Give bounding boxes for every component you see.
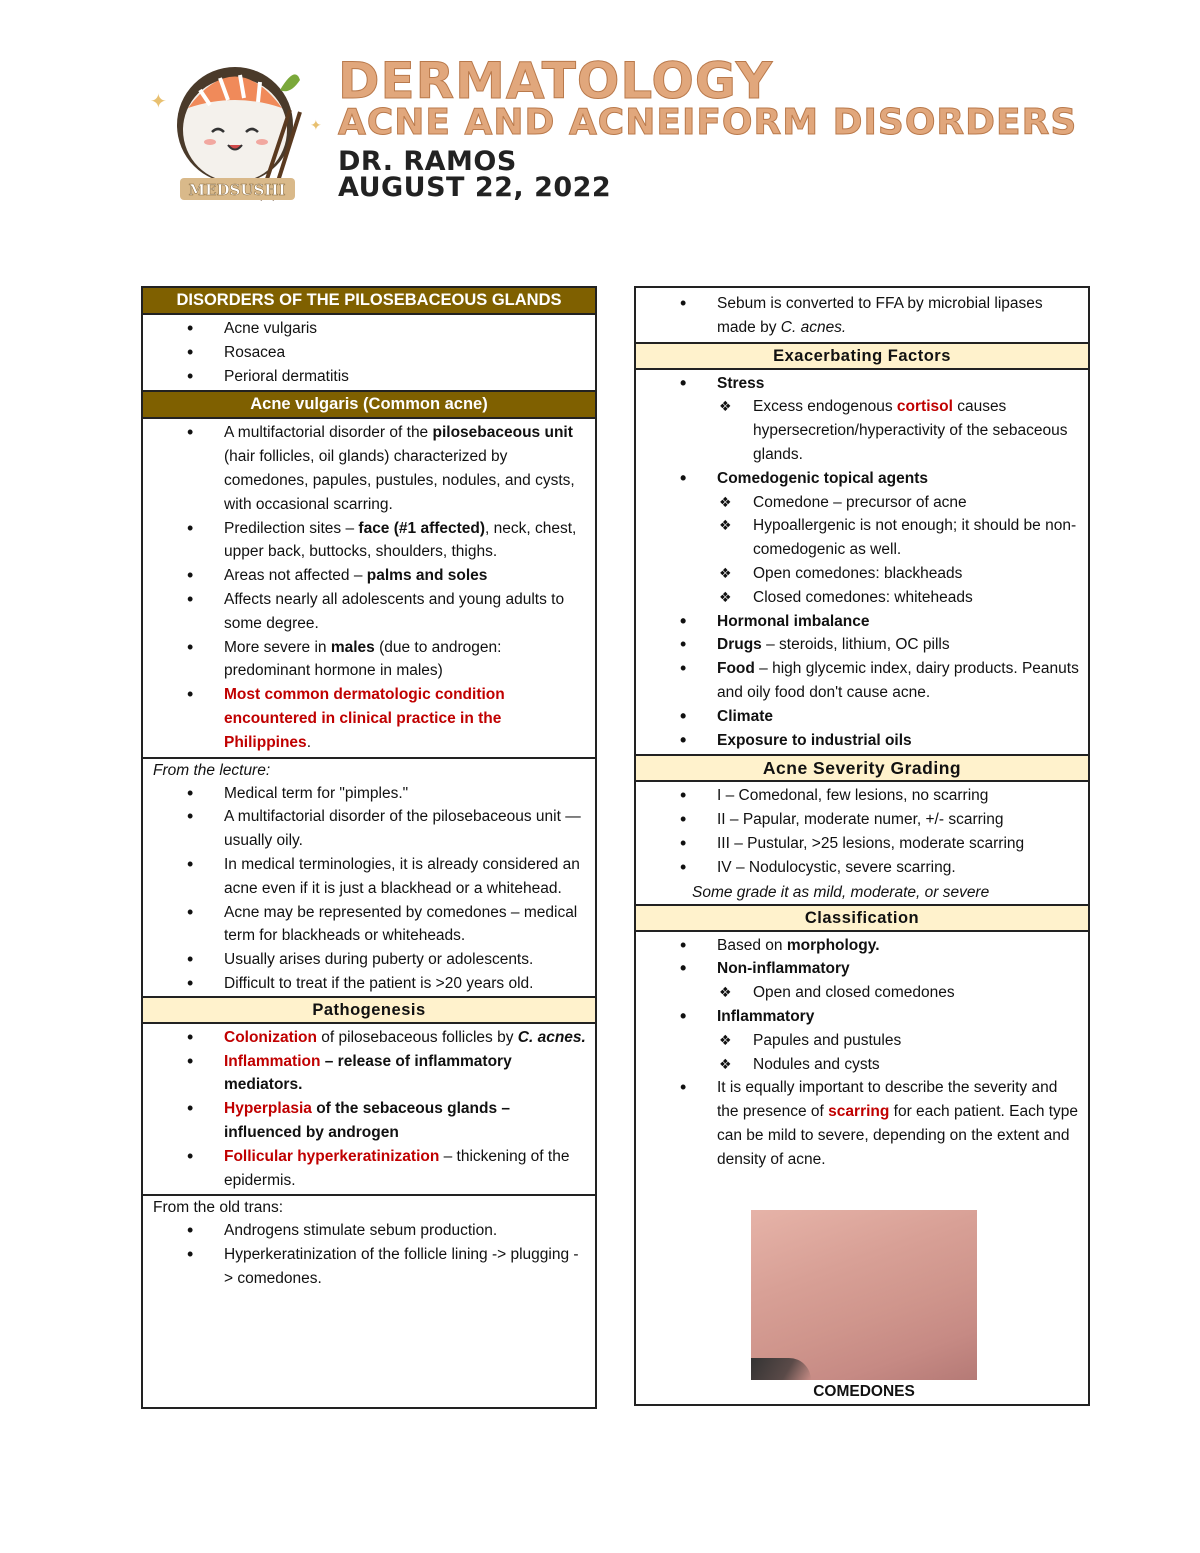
acne-vulgaris-list (143, 419, 595, 756)
sub-list-item: ❖ Open comedones: blackheads (636, 562, 1088, 586)
list-item: • III – Pustular, >25 lesions, moderate scarring (636, 832, 1088, 856)
list-item: • Hyperplasia of the sebaceous glands – influenced by androgen (143, 1097, 595, 1145)
sushi-mascot-icon (140, 50, 325, 210)
list-item: • Stress (636, 372, 1088, 396)
sub-list-item: ❖ Open and closed comedones (636, 981, 1088, 1005)
old-trans-list (143, 1219, 595, 1290)
old-trans-label: From the old trans: (153, 1199, 284, 1217)
list-item: • Hormonal imbalance (636, 610, 1088, 634)
sub-list-item: ❖ Nodules and cysts (636, 1053, 1088, 1077)
list-item: • Food – high glycemic index, dairy products. Peanuts and oily food don't cause acne. (636, 657, 1088, 705)
list-item: • I – Comedonal, few lesions, no scarring (636, 784, 1088, 808)
subject-title: DERMATOLOGY (338, 52, 774, 110)
sub-list-item: ❖ Excess endogenous cortisol causes hypersecretion/hyperactivity of the sebaceous glands. (636, 395, 1088, 466)
lecture-note-label: From the lecture: (153, 761, 271, 779)
list-item: • Most common dermatologic condition encountered in clinical practice in the Philippines. (143, 683, 595, 754)
sub-list-item: ❖ Hypoallergenic is not enough; it should be non-comedogenic as well. (636, 514, 1088, 562)
acne-vulgaris-header: Acne vulgaris (Common acne) (143, 390, 595, 419)
list-item: • A multifactorial disorder of the pilosebaceous unit — usually oily. (143, 805, 595, 853)
medsushi-logo (140, 50, 325, 210)
exacerbating-factors-list (636, 370, 1088, 755)
list-item: • II – Papular, moderate numer, +/- scarring (636, 808, 1088, 832)
list-item: • Inflammation – release of inflammatory mediators. (143, 1050, 595, 1098)
classification-header: Classification (636, 904, 1088, 932)
severity-grading-list (636, 782, 1088, 881)
list-item: • Medical term for "pimples." (143, 782, 595, 806)
grading-note: Some grade it as mild, moderate, or severe (692, 883, 990, 901)
list-item: • Acne may be represented by comedones – medical term for blackheads or whiteheads. (143, 901, 595, 949)
list-item: • Usually arises during puberty or adolescents. (143, 948, 595, 972)
list-item: • Acne vulgaris (143, 317, 595, 341)
list-item: • Colonization of pilosebaceous follicles by C. acnes. (143, 1026, 595, 1050)
disorders-list (143, 315, 595, 390)
lecture-date: AUGUST 22, 2022 (338, 172, 612, 203)
list-item: • Non-inflammatory (636, 957, 1088, 981)
list-item: • Areas not affected – palms and soles (143, 564, 595, 588)
sub-list-item: ❖ Papules and pustules (636, 1029, 1088, 1053)
severity-grading-header: Acne Severity Grading (636, 754, 1088, 782)
list-item: • IV – Nodulocystic, severe scarring. (636, 856, 1088, 880)
comedones-photo (751, 1210, 977, 1380)
list-item: • Follicular hyperkeratinization – thickening of the epidermis. (143, 1145, 595, 1193)
disorders-header: DISORDERS OF THE PILOSEBACEOUS GLANDS (143, 288, 595, 315)
lecture-list (143, 782, 595, 996)
topic-title: ACNE AND ACNEIFORM DISORDERS (338, 102, 1078, 143)
lecturer-name: DR. RAMOS (338, 146, 517, 177)
left-column (141, 286, 597, 1409)
svg-text:✦: ✦ (150, 89, 167, 113)
list-item: • Comedogenic topical agents (636, 467, 1088, 491)
sub-list-item: ❖ Comedone – precursor of acne (636, 491, 1088, 515)
svg-text:✦: ✦ (310, 118, 322, 134)
exacerbating-factors-header: Exacerbating Factors (636, 342, 1088, 370)
list-item: • In medical terminologies, it is already considered an acne even if it is just a blackhead or a whitehead. (143, 853, 595, 901)
list-item: • Rosacea (143, 341, 595, 365)
sub-list-item: ❖ Closed comedones: whiteheads (636, 586, 1088, 610)
list-item: • Predilection sites – face (#1 affected), neck, chest, upper back, buttocks, shoulders, thighs. (143, 517, 595, 565)
list-item: • Climate (636, 705, 1088, 729)
list-item: • Based on morphology. (636, 934, 1088, 958)
pathogenesis-list (143, 1024, 595, 1195)
classification-list (636, 932, 1088, 1174)
list-item: • A multifactorial disorder of the pilosebaceous unit (hair follicles, oil glands) characterized by comedones, papules, pustules, nodules, and cysts, with occasional scarring. (143, 421, 595, 516)
list-item: • Hyperkeratinization of the follicle lining -> plugging -> comedones. (143, 1243, 595, 1291)
photo-caption: COMEDONES (813, 1383, 915, 1400)
list-item: • Sebum is converted to FFA by microbial lipases made by C. acnes. (636, 292, 1088, 340)
list-item: • More severe in males (due to androgen: predominant hormone in males) (143, 636, 595, 684)
eyebrow-shading (751, 1358, 811, 1380)
list-item: • Androgens stimulate sebum production. (143, 1219, 595, 1243)
list-item: • Difficult to treat if the patient is >20 years old. (143, 972, 595, 996)
logo-text: MEDSUSHI (188, 181, 286, 199)
list-item: • Perioral dermatitis (143, 365, 595, 389)
sebum-list (636, 288, 1088, 342)
list-item: • Exposure to industrial oils (636, 729, 1088, 753)
list-item: • It is equally important to describe the severity and the presence of scarring for each patient. Each type can be mild to severe, depending on the extent and density of acne. (636, 1076, 1088, 1171)
list-item: • Affects nearly all adolescents and young adults to some degree. (143, 588, 595, 636)
list-item: • Drugs – steroids, lithium, OC pills (636, 633, 1088, 657)
list-item: • Inflammatory (636, 1005, 1088, 1029)
pathogenesis-header: Pathogenesis (143, 996, 595, 1024)
